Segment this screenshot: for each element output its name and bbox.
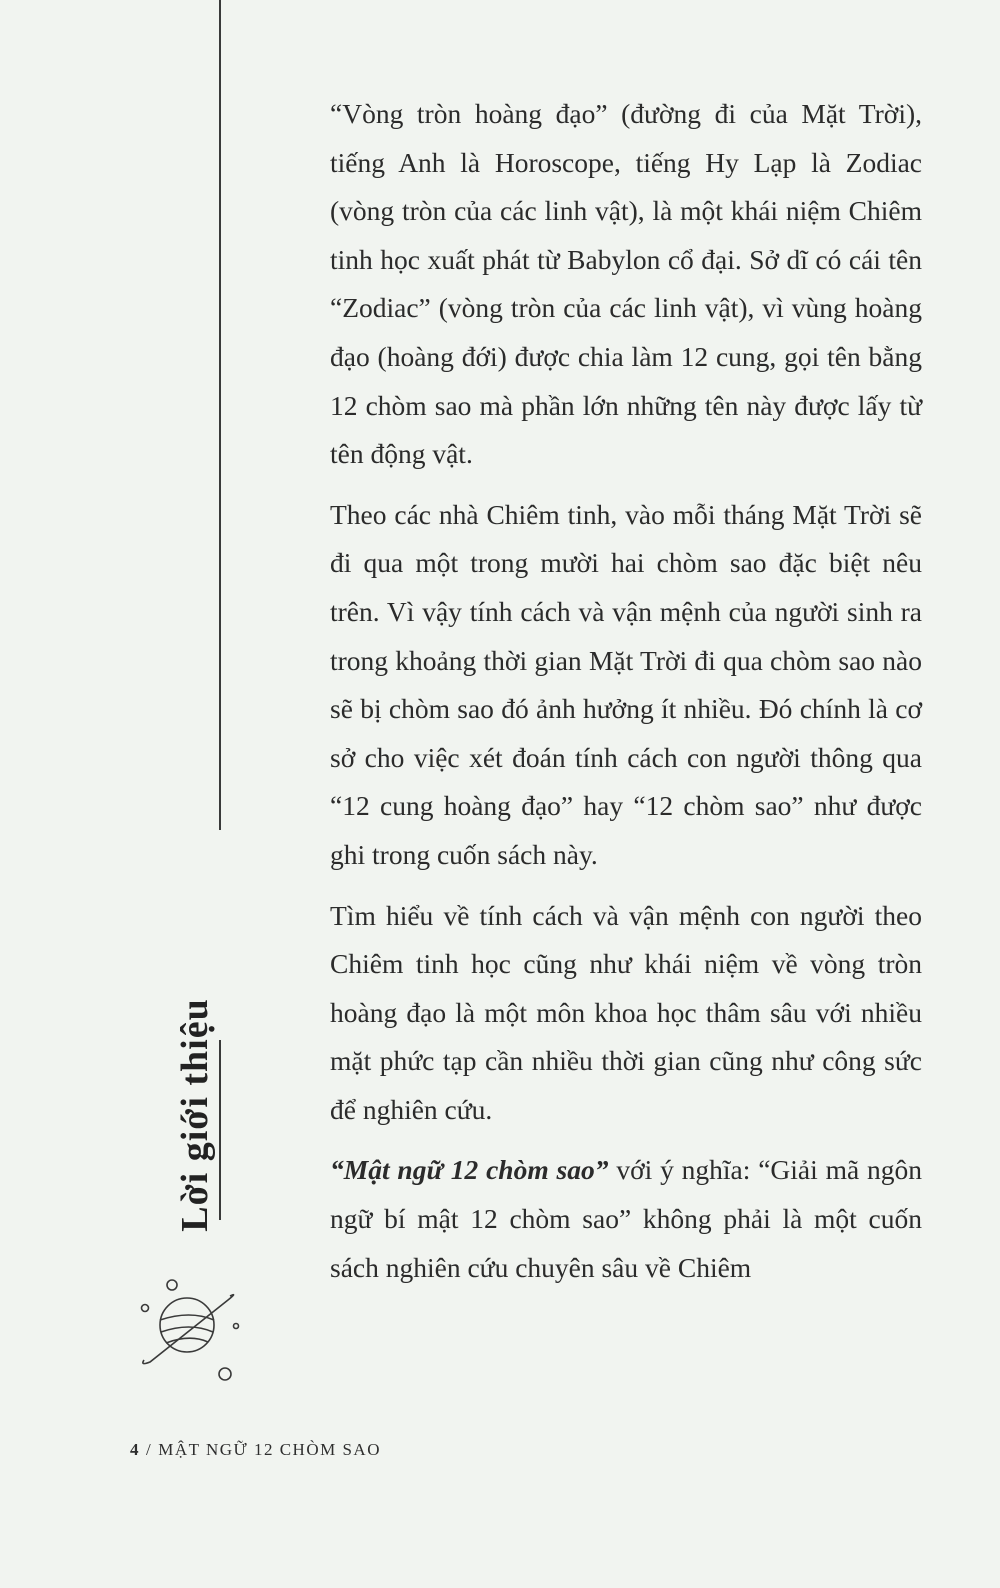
vertical-rule-bottom — [219, 1040, 221, 1220]
chapter-title: Lời giới thiệu — [174, 998, 216, 1232]
paragraph-rest: với ý nghĩa: “Giải mã ngôn ngữ bí mật 12 chòm sao” không phải là một cuốn sách nghiên cứu chuyên sâu về Chiêm — [330, 1154, 922, 1283]
body-text — [330, 90, 922, 1292]
page-footer — [130, 1440, 381, 1460]
page-number: 4 — [130, 1440, 140, 1459]
paragraph — [330, 1146, 922, 1292]
book-title-emphasis: “Mật ngữ 12 chòm sao” — [330, 1154, 609, 1186]
paragraph: “Vòng tròn hoàng đạo” (đường đi của Mặt Trời), tiếng Anh là Horoscope, tiếng Hy Lạp là Zodiac (vòng tròn của các linh vật), là một khái niệm Chiêm tinh học xuất phát từ Babylon cổ đại. Sở dĩ có cái tên “Zodiac” (vòng tròn của các linh vật), vì vùng hoàng đạo (hoàng đới) được chia làm 12 cung, gọi tên bằng 12 chòm sao mà phần lớn những tên này được lấy từ tên động vật. — [330, 98, 922, 470]
paragraph: Tìm hiểu về tính cách và vận mệnh con người theo Chiêm tinh học cũng như khái niệm về vòng tròn hoàng đạo là một môn khoa học thâm sâu với nhiều mặt phức tạp cần nhiều thời gian cũng như công sức để nghiên cứu. — [330, 899, 922, 1125]
planet-icon — [130, 1270, 250, 1400]
footer-separator: / — [146, 1440, 153, 1459]
running-title: MẬT NGỮ 12 CHÒM SAO — [158, 1440, 381, 1459]
paragraph: Theo các nhà Chiêm tinh, vào mỗi tháng Mặt Trời sẽ đi qua một trong mười hai chòm sao đặc biệt nêu trên. Vì vậy tính cách và vận mệnh của người sinh ra trong khoảng thời gian Mặt Trời đi qua chòm sao nào sẽ bị chòm sao đó ảnh hưởng ít nhiều. Đó chính là cơ sở cho việc xét đoán tính cách con người thông qua “12 cung hoàng đạo” hay “12 chòm sao” như được ghi trong cuốn sách này. — [330, 498, 922, 870]
vertical-rule-top — [219, 0, 221, 830]
